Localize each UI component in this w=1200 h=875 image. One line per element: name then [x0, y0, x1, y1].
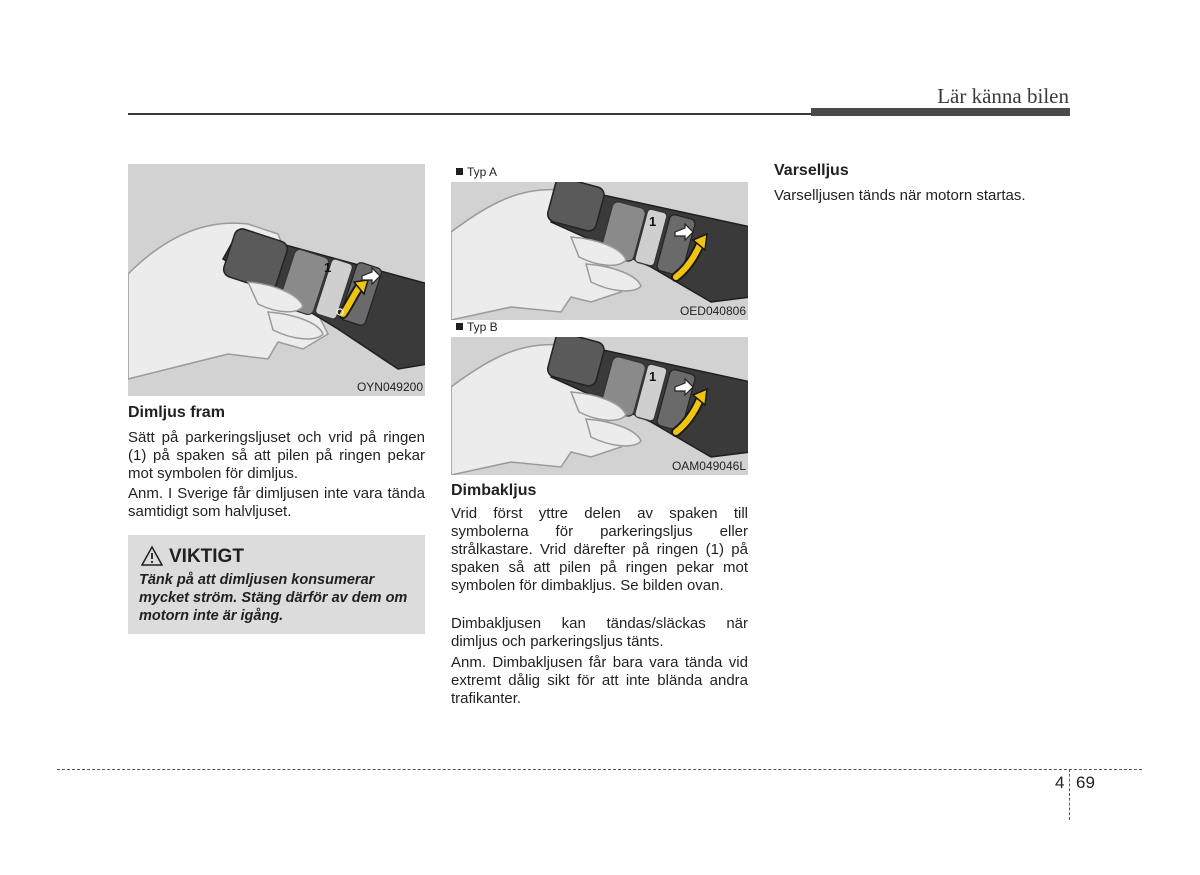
- ring-mark-label: 1: [649, 369, 657, 384]
- type-b-label: [456, 320, 498, 334]
- page-chapter-number: 4: [1055, 773, 1065, 792]
- figure-typ-b: [451, 337, 748, 475]
- warning-triangle-icon: [141, 546, 163, 566]
- paragraph: Vrid först yttre delen av spaken till symbolerna för parkeringsljus eller strålkastare. Vrid därefter på ringen (1) på spaken så att pilen på ringen pekar mot symbolen för dimbakljus. Se bilden ovan.: [451, 505, 748, 594]
- bullet-square-icon: [456, 168, 463, 175]
- section-heading-dimbakljus: Dimbakljus: [451, 482, 537, 499]
- type-a-label-text: Typ A: [467, 165, 498, 179]
- ring-mark-label: 1: [649, 214, 657, 229]
- header-rule: [128, 113, 812, 115]
- footer-divider: [1069, 769, 1070, 820]
- bullet-square-icon: [456, 323, 463, 330]
- paragraph: Anm. Dimbakljusen får bara vara tända vid extremt dålig sikt för att inte blända andra trafikanter.: [451, 654, 748, 707]
- typ-b-stalk-illustration: [451, 337, 748, 475]
- fog-light-stalk-illustration: [128, 164, 425, 396]
- figure-code: OAM049046L: [671, 459, 746, 473]
- type-b-label-text: Typ B: [467, 320, 498, 334]
- warning-text: Tänk på att dimljusen konsumerar mycket ström. Stäng därför av dem om motorn inte är igång.: [139, 572, 408, 624]
- section-heading-dimljus-fram: Dimljus fram: [128, 404, 225, 421]
- figure-code: OED040806: [679, 304, 746, 318]
- section-heading-varselljus: Varselljus: [774, 162, 849, 179]
- paragraph: Varselljusen tänds när motorn startas.: [774, 187, 1026, 204]
- ring-mark-label: 1: [324, 260, 332, 275]
- warning-title: VIKTIGT: [169, 546, 244, 567]
- figure-typ-a: [451, 182, 748, 320]
- warning-box: [128, 535, 425, 634]
- figure-code: OYN049200: [356, 380, 423, 394]
- figure-fog-light-stalk: [128, 164, 425, 396]
- footer-rule: [57, 769, 1142, 770]
- type-a-label: [456, 165, 497, 179]
- page-header-title: Lär känna bilen: [937, 84, 1069, 108]
- page-number: 69: [1076, 773, 1095, 792]
- paragraph: Sätt på parkeringsljuset och vrid på ringen (1) på spaken så att pilen på ringen pekar mot symbolen för dimljus.: [128, 429, 425, 482]
- typ-a-stalk-illustration: [451, 182, 748, 320]
- header-rule-thick: [811, 108, 1070, 116]
- paragraph: Dimbakljusen kan tändas/släckas när dimljus och parkeringsljus tänts.: [451, 615, 748, 650]
- paragraph: Anm. I Sverige får dimljusen inte vara tända samtidigt som halvljuset.: [128, 485, 425, 520]
